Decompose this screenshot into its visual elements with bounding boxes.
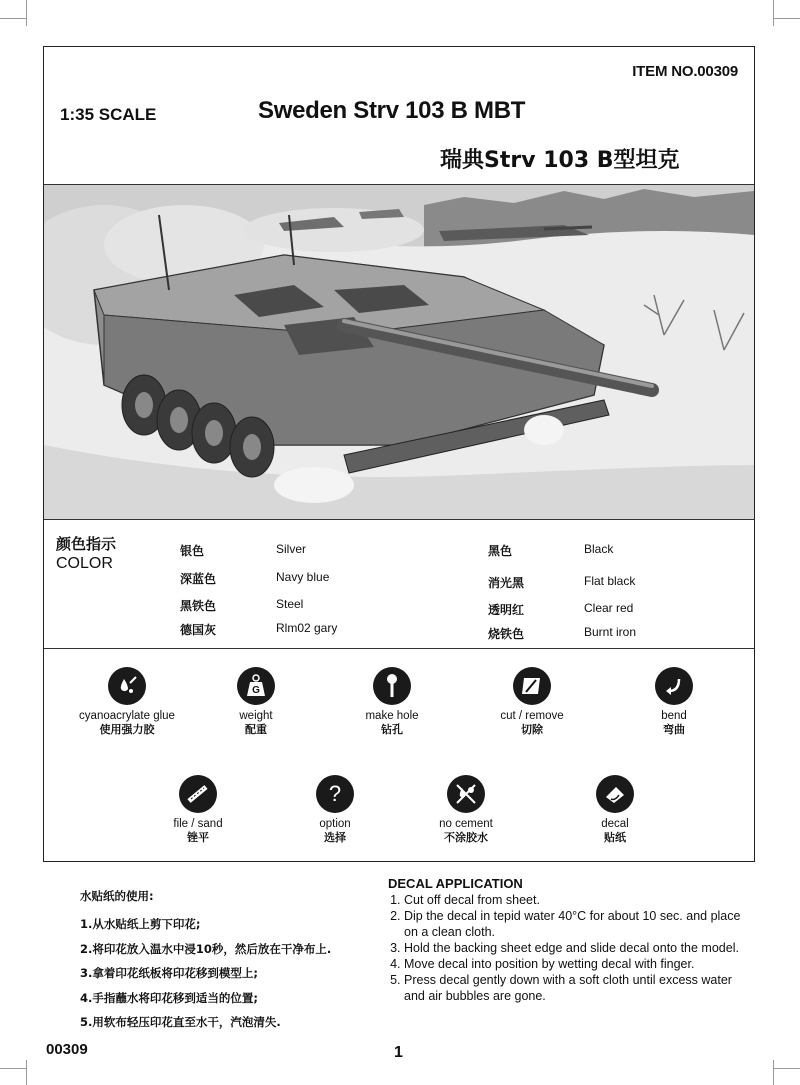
- page-title: Sweden Strv 103 B MBT: [258, 97, 526, 124]
- crop-mark: [0, 18, 26, 19]
- symbol-label: option: [319, 818, 351, 830]
- color-heading-english: COLOR: [56, 555, 113, 572]
- color-name-chinese: 黑铁色: [180, 599, 217, 613]
- page-number: 1: [394, 1044, 403, 1061]
- decal-icon: [596, 775, 634, 813]
- symbol-label-chinese: 选择: [324, 831, 346, 844]
- color-name-english: Navy blue: [276, 570, 330, 584]
- item-number: ITEM NO.00309: [632, 63, 738, 80]
- symbol-file: [128, 775, 268, 845]
- file-icon: [179, 775, 217, 813]
- decal-step-chinese: 1.从水贴纸上剪下印花;: [80, 917, 201, 931]
- color-heading: [56, 534, 116, 574]
- color-name-chinese: 银色: [180, 544, 205, 558]
- symbol-bend: [604, 667, 744, 737]
- box-art-illustration: [44, 184, 754, 520]
- bend-arrow-icon: [655, 667, 693, 705]
- page-title-chinese: 瑞典Strv 103 B型坦克: [440, 148, 680, 173]
- no-cement-icon: [447, 775, 485, 813]
- crop-mark: [26, 1060, 27, 1085]
- color-name-english: Flat black: [584, 574, 636, 588]
- decal-instructions-english: [388, 876, 748, 1004]
- symbol-weight: [186, 667, 326, 737]
- symbol-no-cement: [396, 775, 536, 845]
- symbol-label-chinese: 钻孔: [381, 723, 403, 736]
- color-name-chinese: 深蓝色: [180, 572, 217, 586]
- decal-steps: [388, 892, 748, 1004]
- decal-step: 2. Dip the decal in tepid water 40°C for about 10 sec. and place on a clean cloth.: [404, 908, 748, 940]
- decal-step: 4. Move decal into position by wetting decal with finger.: [404, 956, 748, 972]
- symbol-label: make hole: [365, 710, 419, 722]
- color-guide: [44, 518, 754, 649]
- decal-step: 1. Cut off decal from sheet.: [404, 892, 748, 908]
- symbol-legend: [44, 649, 754, 861]
- svg-text:G: G: [252, 685, 260, 696]
- decal-step-chinese: 2.将印花放入温水中浸10秒，然后放在干净布上.: [80, 941, 332, 956]
- decal-heading-chinese: 水贴纸的使用:: [80, 889, 154, 903]
- symbol-cut: [462, 667, 602, 737]
- question-icon: ?: [316, 775, 354, 813]
- symbol-glue: [57, 667, 197, 737]
- symbol-label-chinese: 使用强力胶: [99, 723, 155, 736]
- symbol-label-chinese: 不涂胶水: [444, 831, 488, 844]
- glue-drop-icon: [108, 667, 146, 705]
- cut-icon: [513, 667, 551, 705]
- footer-item-code: 00309: [46, 1041, 88, 1058]
- decal-step-chinese: 3.拿着印花纸板将印花移到模型上;: [80, 966, 258, 980]
- decal-heading: DECAL APPLICATION: [388, 876, 523, 891]
- crop-mark: [26, 0, 27, 26]
- color-name-english: Silver: [276, 542, 307, 556]
- color-name-english: Black: [584, 542, 614, 556]
- color-name-chinese: 烧铁色: [488, 627, 525, 641]
- symbol-label-chinese: 弯曲: [663, 723, 685, 736]
- symbol-label: weight: [239, 710, 273, 722]
- symbol-label-chinese: 锉平: [187, 831, 209, 844]
- symbol-label-chinese: 贴纸: [604, 831, 626, 844]
- crop-mark: [774, 1068, 800, 1069]
- color-name-chinese: 透明红: [488, 603, 525, 617]
- decal-step: 3. Hold the backing sheet edge and slide decal onto the model.: [404, 940, 748, 956]
- weight-icon: [237, 667, 275, 705]
- symbol-label-chinese: 切除: [521, 723, 543, 736]
- crop-mark: [773, 1060, 774, 1085]
- color-name-chinese: 黑色: [488, 544, 513, 558]
- color-name-chinese: 消光黑: [488, 576, 525, 590]
- symbol-label-chinese: 配重: [245, 723, 267, 736]
- drill-icon: [373, 667, 411, 705]
- tank-illustration: [44, 185, 754, 519]
- crop-mark: [0, 1068, 26, 1069]
- color-name-english: Rlm02 gary: [276, 621, 338, 635]
- symbol-label: cyanoacrylate glue: [79, 710, 175, 722]
- symbol-label: decal: [601, 818, 629, 830]
- scale-label: 1:35 SCALE: [60, 105, 157, 124]
- decal-step-chinese: 4.手指蘸水将印花移到适当的位置;: [80, 990, 258, 1005]
- color-heading-chinese: 颜色指示: [56, 535, 117, 553]
- color-name-english: Steel: [276, 597, 304, 611]
- symbol-label: cut / remove: [500, 710, 564, 722]
- decal-step: 5. Press decal gently down with a soft cloth until excess water and air bubbles are gone.: [404, 972, 748, 1004]
- decal-instructions-chinese: [80, 888, 331, 1039]
- symbol-label: no cement: [439, 818, 493, 830]
- symbol-decal: [545, 775, 685, 845]
- symbol-label: file / sand: [173, 818, 223, 830]
- crop-mark: [774, 18, 800, 19]
- decal-step-chinese: 5.用软布轻压印花直至水干，汽泡清失.: [80, 1015, 281, 1029]
- color-name-english: Clear red: [584, 601, 634, 615]
- color-name-chinese: 德国灰: [180, 623, 217, 637]
- symbol-label: bend: [661, 710, 687, 722]
- symbol-option: [265, 775, 405, 845]
- symbol-make-hole: [322, 667, 462, 737]
- instruction-sheet: [43, 46, 755, 862]
- crop-mark: [773, 0, 774, 26]
- color-name-english: Burnt iron: [584, 625, 637, 639]
